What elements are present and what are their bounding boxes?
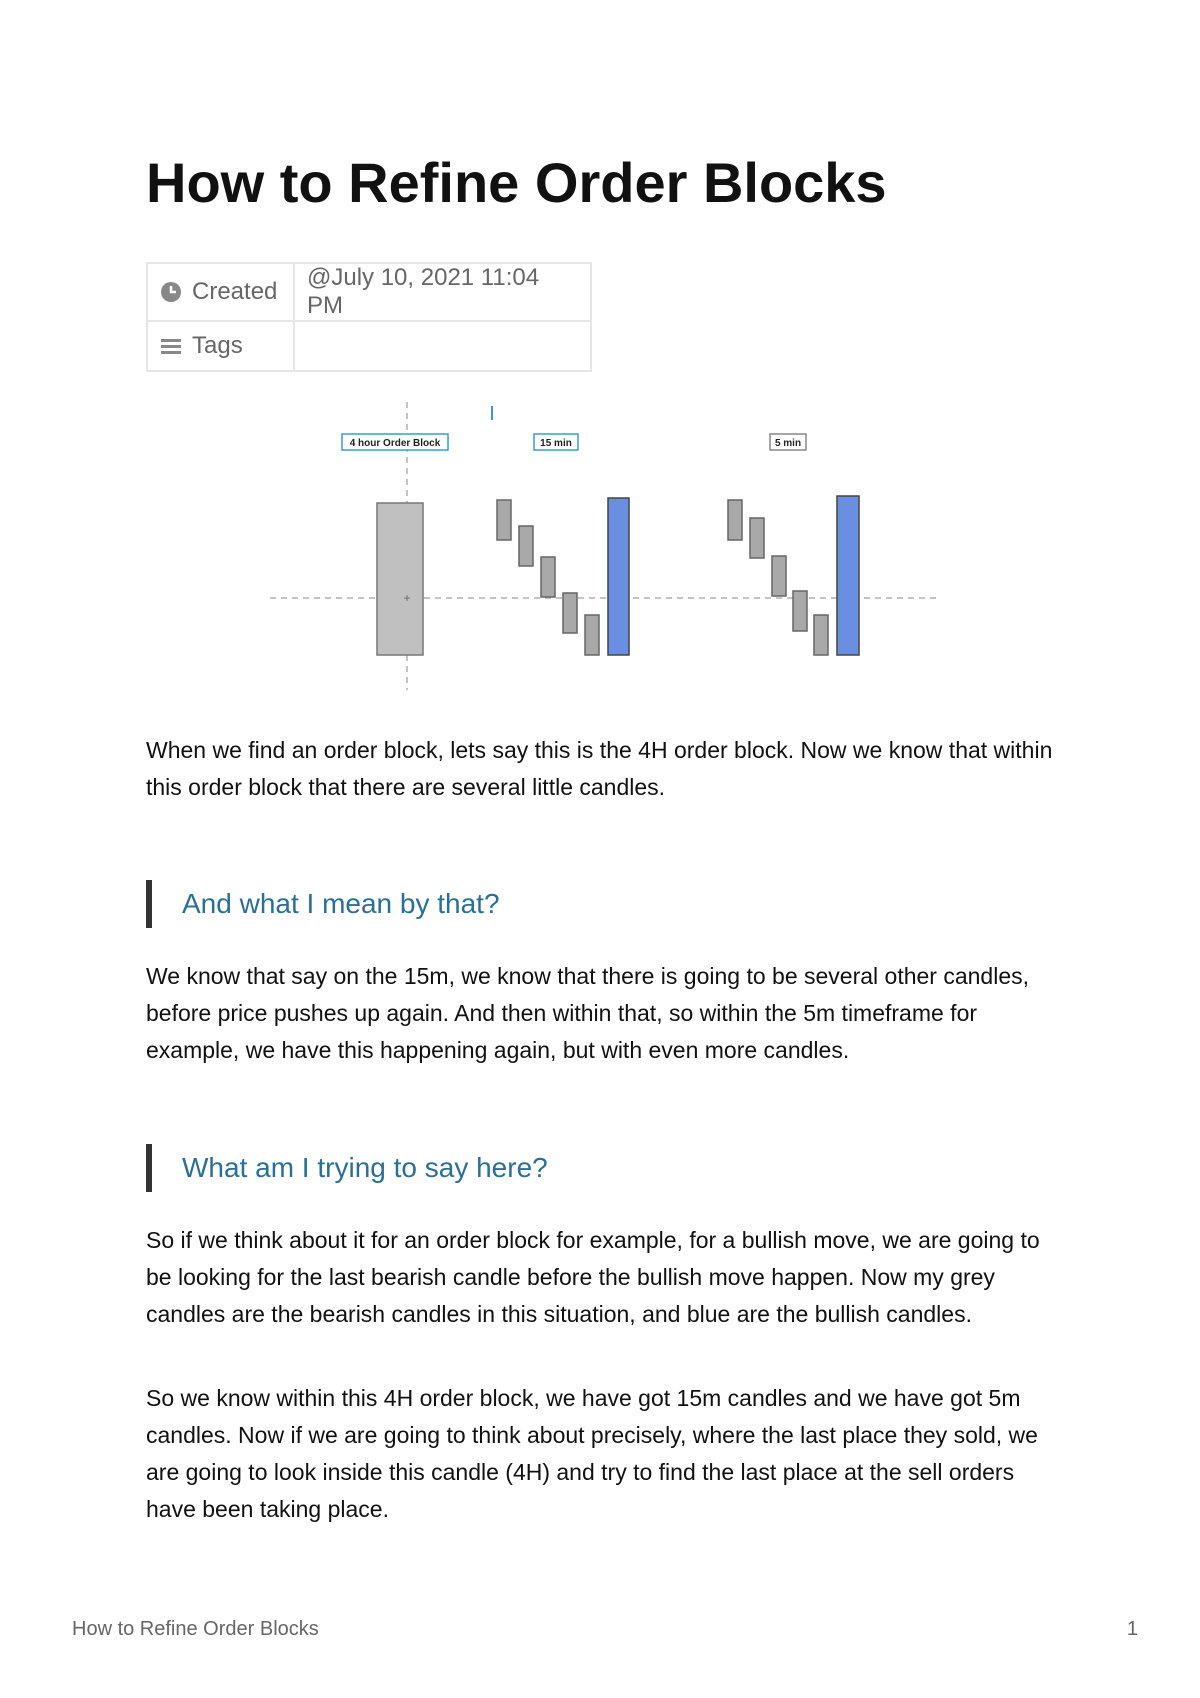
property-value-created[interactable]: @July 10, 2021 11:04 PM <box>294 263 591 321</box>
label-15m: 15 min <box>540 438 572 449</box>
candle-5m-bearish-3 <box>772 556 786 596</box>
clock-icon <box>160 281 182 303</box>
candle-5m-bearish-5 <box>814 615 828 655</box>
candle-15m-bearish-4 <box>563 593 577 633</box>
candle-15m-bearish-1 <box>497 500 511 540</box>
list-icon <box>160 335 182 357</box>
candle-15m-bearish-2 <box>519 526 533 566</box>
paragraph-bullish-move: So if we think about it for an order block for example, for a bullish move, we are going to be looking for the last bearish candle before the bullish move happen. Now my grey candles are the bearish candles in this situation, and blue are the bullish candles. <box>146 1227 1040 1327</box>
candle-15m-bullish <box>608 498 629 655</box>
heading-what-i-mean: And what I mean by that? <box>146 880 500 928</box>
properties-table <box>146 262 592 372</box>
candle-5m-bullish <box>837 496 859 655</box>
property-key-created <box>147 263 294 321</box>
candle-5m-bearish-2 <box>750 518 764 558</box>
footer-page-number: 1 <box>1126 1618 1138 1640</box>
label-4h: 4 hour Order Block <box>349 438 441 449</box>
heading-trying-to-say: What am I trying to say here? <box>146 1144 548 1192</box>
property-value-tags[interactable] <box>294 321 591 371</box>
order-block-diagram <box>260 390 950 700</box>
property-key-tags <box>147 321 294 371</box>
candle-5m-bearish-1 <box>728 500 742 540</box>
candle-15m-bearish-5 <box>585 615 599 655</box>
property-label: Tags <box>192 332 243 359</box>
property-label: Created <box>192 278 278 305</box>
footer-title: How to Refine Order Blocks <box>72 1618 319 1640</box>
paragraph-15m-5m: We know that say on the 15m, we know that there is going to be several other candles, before price pushes up again. And then within that, so within the 5m timeframe for example, we have this happening again, but with even more candles. <box>146 963 1030 1063</box>
page-title: How to Refine Order Blocks <box>146 151 887 214</box>
paragraph-intro: When we find an order block, lets say this is the 4H order block. Now we know that within this order block that there are several little candles. <box>146 737 1053 800</box>
candle-4h-order-block <box>377 503 423 655</box>
label-5m: 5 min <box>774 438 802 449</box>
crosshair-mark: + <box>403 591 411 605</box>
candle-15m-bearish-3 <box>541 557 555 597</box>
candle-5m-bearish-4 <box>793 591 807 631</box>
property-row-created <box>147 263 591 321</box>
property-row-tags <box>147 321 591 371</box>
paragraph-4h-refinement: So we know within this 4H order block, we have got 15m candles and we have got 5m candles. Now if we are going to think about precisely, where the last place they sold, we are going to look inside this candle (4H) and try to find the last place at the sell orders have been taking place. <box>146 1385 1038 1522</box>
